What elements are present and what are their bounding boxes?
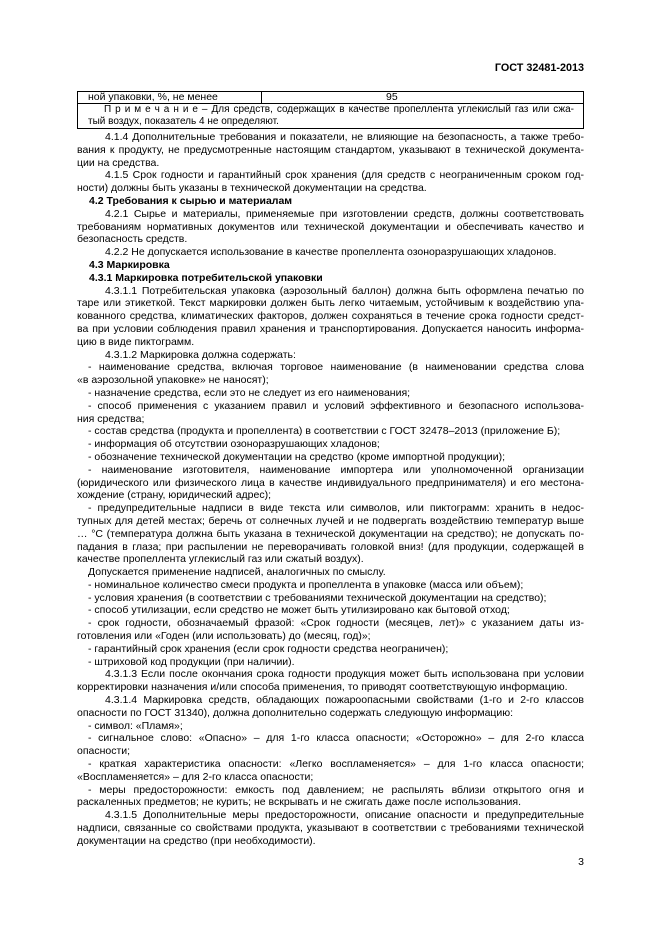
text-line: 4.3.1.2 Маркировка должна содержать: — [105, 348, 296, 361]
clause-4-3-1-3 — [77, 668, 584, 694]
heading-4-3-1 — [77, 272, 584, 285]
text-line: опасности; — [77, 745, 131, 758]
table-row — [78, 92, 583, 104]
clause-4-3-1-4 — [77, 694, 584, 720]
indicator-table — [77, 91, 584, 129]
clause-4-2-1 — [77, 208, 584, 246]
text-line: (юридического или физического лица в качестве индивидуального предпринимателя) и его местона- — [77, 476, 584, 489]
text-line: кованного средства, климатических факторов, должен сохраняться в течение срока годности средст- — [77, 310, 584, 323]
table-cell-indicator: ной упаковки, %, не менее — [78, 92, 262, 103]
text-line: 4.2.1 Сырье и материалы, применяемые при изготовлении средств, должны соответствовать — [105, 207, 584, 220]
text-line: опасности по ГОСТ 31340), должна дополнительно содержать следующую информацию: — [77, 706, 514, 719]
text-line: 4.1.4 Дополнительные требования и показатели, не влияющие на безопасность, а также требо- — [105, 131, 584, 143]
text-line: раскаленных предметов; не курить; не вскрывать и не сжигать даже после использования. — [77, 796, 522, 809]
list-item — [77, 604, 584, 617]
text-line: 4.3.1.3 Если после окончания срока годности продукция может быть использована при условии — [105, 668, 584, 681]
section-heading: 4.3 Маркировка — [89, 258, 170, 271]
clause-4-1-4 — [77, 131, 584, 169]
text-line: 4.1.5 Срок годности и гарантийный срок хранения (для средств с неограниченным сроком год- — [105, 169, 584, 182]
text-line: ности) должны быть указаны в технической документации на средства. — [77, 182, 427, 195]
text-line: - наименование средства, включая торговое наименование (в наименовании средства слова — [88, 361, 584, 374]
heading-4-2 — [77, 195, 584, 208]
text-line: … °С (температура должна быть указана в технической документации на средство); не допускать по- — [77, 527, 584, 540]
clause-4-1-5 — [77, 169, 584, 195]
text-line: цию в виде пиктограмм. — [77, 335, 195, 348]
list-item — [77, 464, 584, 502]
text-line: падания в глаза; при распылении не переворачивать головкой вниз! (для продукции, содержащей в — [77, 540, 584, 553]
text-line: безопасность средств. — [77, 233, 188, 246]
text-line: - способ утилизации, если средство не может быть утилизировано как бытовой отход; — [88, 604, 510, 617]
list-item — [77, 643, 584, 656]
text-line: «в аэрозольной упаковке» не наносят); — [77, 374, 269, 387]
list-item — [77, 425, 584, 438]
text-line: - обозначение технической документации на средство (кроме импортной продукции); — [88, 450, 506, 463]
heading-4-3 — [77, 259, 584, 272]
table-note-line: П р и м е ч а н и е – Для средств, содержащих в качестве пропеллента углекислый газ или сжа- — [104, 104, 574, 115]
clause-4-3-1-2 — [77, 349, 584, 362]
clause-4-3-1-1 — [77, 285, 584, 349]
list-item — [77, 617, 584, 643]
text-line: - срок годности, обозначаемый фразой: «Срок годности (месяцев, лет)» с указанием даты из- — [88, 617, 584, 630]
text-line: вания к продукту, не предусмотренные настоящим стандартом, указывают в технической документа- — [77, 143, 584, 156]
list-item — [77, 758, 584, 784]
text-line: - штриховой код продукции (при наличии). — [88, 655, 295, 668]
text-line: ции на средства. — [77, 156, 160, 169]
text-line: - информация об отсутствии озоноразрушающих хладонов; — [88, 438, 380, 451]
list-item — [77, 451, 584, 464]
text-line: Допускается применение надписей, аналогичных по смыслу. — [88, 566, 386, 579]
list-item — [77, 656, 584, 669]
text-line: 4.3.1.5 Дополнительные меры предосторожности, описание опасности и предупредительные — [105, 809, 584, 822]
text-line: документации на средство (при необходимости). — [77, 834, 316, 847]
text-line: - условия хранения (в соответствии с требованиями технической документации на средство); — [88, 591, 547, 604]
list-item — [77, 592, 584, 605]
list-item — [77, 361, 584, 387]
text-line: 4.3.1.4 Маркировка средств, обладающих пожароопасными свойствами (1-го и 2-го классов — [105, 694, 584, 707]
text-line: тупных для детей местах; беречь от солнечных лучей и не подвергать воздействию температур выше — [77, 514, 584, 527]
page-number: 3 — [578, 856, 584, 868]
table-note — [78, 104, 583, 128]
text-line: 4.2.2 Не допускается использование в качестве пропеллента озоноразрушающих хладонов. — [105, 246, 557, 259]
list-item — [77, 387, 584, 400]
standard-code-header: ГОСТ 32481-2013 — [494, 62, 584, 74]
text-line: - номинальное количество смеси продукта и пропеллента в упаковке (масса или объем); — [88, 578, 524, 591]
text-line: 4.3.1.1 Потребительская упаковка (аэрозольный баллон) должна быть оформлена печатью по — [105, 284, 584, 297]
text-line: надписи, связанные со свойствами продукта, указывают в соответствии с требованиями технической — [77, 822, 584, 835]
section-heading: 4.2 Требования к сырью и материалам — [89, 194, 293, 207]
text-line: ния средства; — [77, 412, 145, 425]
list-item — [77, 579, 584, 592]
text-line: корректировки назначения и/или способа применения, то приводят соответствующую информацию. — [77, 681, 568, 694]
text-line: хождение (страну, юридический адрес); — [77, 489, 272, 502]
text-line: - предупредительные надписи в виде текста или символов, или пиктограмм: хранить в недос- — [88, 502, 584, 515]
text-line: - сигнальное слово: «Опасно» – для 1-го класса опасности; «Осторожно» – для 2-го класса — [88, 732, 584, 745]
text-line: - краткая характеристика опасности: «Легко воспламеняется» – для 1-го класса опасности; — [88, 758, 584, 771]
clause-4-2-2 — [77, 246, 584, 259]
list-item — [77, 732, 584, 758]
text-line: - меры предосторожности: емкость под давлением; не распылять вблизи открытого огня и — [88, 783, 584, 796]
text-line: - способ применения с указанием правил и условий эффективного и безопасного использова- — [88, 399, 584, 412]
text-line: таре или этикеткой. Текст маркировки должен быть легко читаемым, устойчивым к воздействию упа- — [77, 297, 584, 310]
table-note-line: тый воздух, показатель 4 не определяют. — [88, 116, 279, 127]
text-line: «Воспламеняется» – для 2-го класса опасности; — [77, 770, 314, 783]
list-item — [77, 720, 584, 733]
text-line: качестве пропеллента углекислый газ или сжатый воздух). — [77, 553, 364, 566]
list-item — [77, 438, 584, 451]
clause-4-3-1-5 — [77, 809, 584, 847]
permission-note — [77, 566, 584, 579]
text-line: готовления или «Годен (или использовать) до (месяц, год)»; — [77, 630, 371, 643]
list-item — [77, 502, 584, 566]
section-heading: 4.3.1 Маркировка потребительской упаковки — [89, 271, 323, 284]
list-item — [77, 784, 584, 810]
list-item — [77, 400, 584, 426]
text-line: - гарантийный срок хранения (если срок годности средства неограничен); — [88, 642, 449, 655]
text-line: - наименование изготовителя, наименование импортера или уполномоченной организации — [88, 463, 584, 476]
document-body — [77, 131, 584, 848]
text-line: - назначение средства, если это не следует из его наименования; — [88, 386, 411, 399]
text-line: - символ: «Пламя»; — [88, 719, 183, 732]
text-line: ва при условии соблюдения правил хранения и транспортирования. Допускается наносить информа- — [77, 322, 584, 335]
text-line: требованиям нормативных документов или технической документации и обеспечивать качество и — [77, 220, 584, 233]
text-line: - состав средства (продукта и пропеллента) в соответствии с ГОСТ 32478–2013 (приложение Б); — [88, 425, 561, 438]
table-cell-value: 95 — [386, 91, 398, 103]
